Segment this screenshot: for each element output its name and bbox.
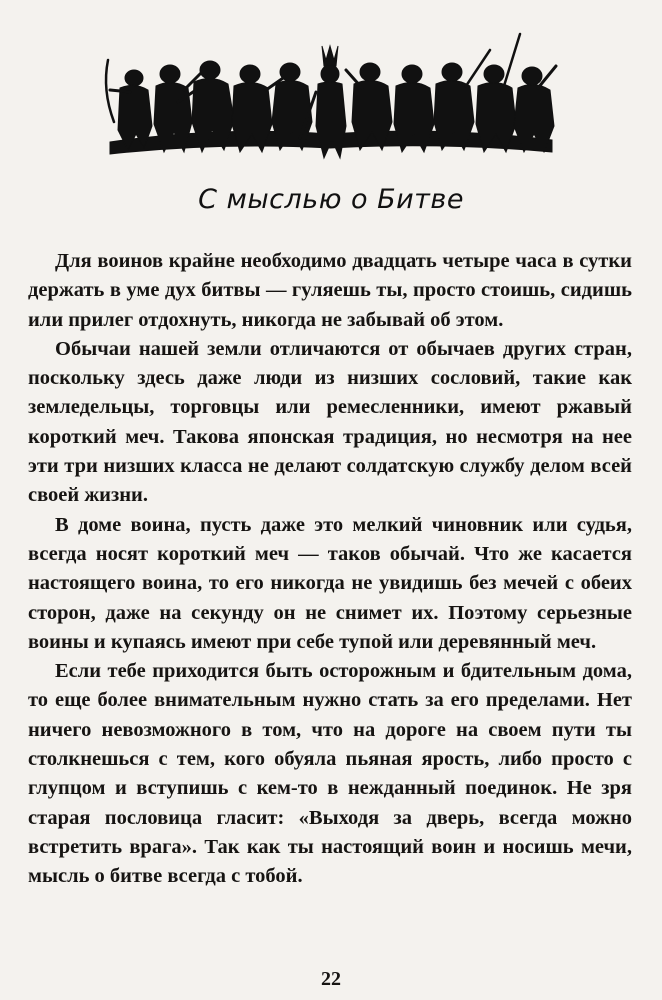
- page-number: 22: [321, 968, 341, 990]
- body-text: [28, 247, 632, 892]
- paragraph-2: Обычаи нашей земли отличаются от обычаев других стран, поскольку здесь даже люди из низших сословий, такие как земледельцы, торговцы или ремесленники, имеют ржавый короткий меч. Такова японская традиция, но несмотря на нее эти три низших класса не делают солдатскую службу делом всей своей жизни.: [28, 337, 632, 507]
- chapter-title: С мыслью о Битве: [198, 184, 464, 215]
- paragraph-4: Если тебе приходится быть осторожным и бдительным дома, то еще более внимательным нужно стать за его пределами. Нет ничего невозможного в том, что на дороге на своем пути ты столкнешься с тем, кого обуяла пьяная ярость, либо просто с глупцом и вступишь с кем-то в нежданный поединок. Не зря старая пословица гласит: «Выходя за дверь, всегда можно встретить врага». Так как ты настоящий воин и носишь мечи, мысль о битве всегда с тобой.: [28, 660, 632, 888]
- paragraph-1: Для воинов крайне необходимо двадцать четыре часа в сутки держать в уме дух битвы — гуляешь ты, просто стоишь, сидишь или прилег отдохнуть, никогда не забывай об этом.: [28, 250, 632, 331]
- samurai-warriors-silhouette-icon: [100, 30, 562, 170]
- paragraph-3: В доме воина, пусть даже это мелкий чиновник или судья, всегда носят короткий меч — таков обычай. Что же касается настоящего воина, то его никогда не увидишь без мечей с обеих сторон, даже на секунду он не снимет их. Поэтому серьезные воины и купаясь имеют при себе тупой или деревянный меч.: [28, 513, 632, 653]
